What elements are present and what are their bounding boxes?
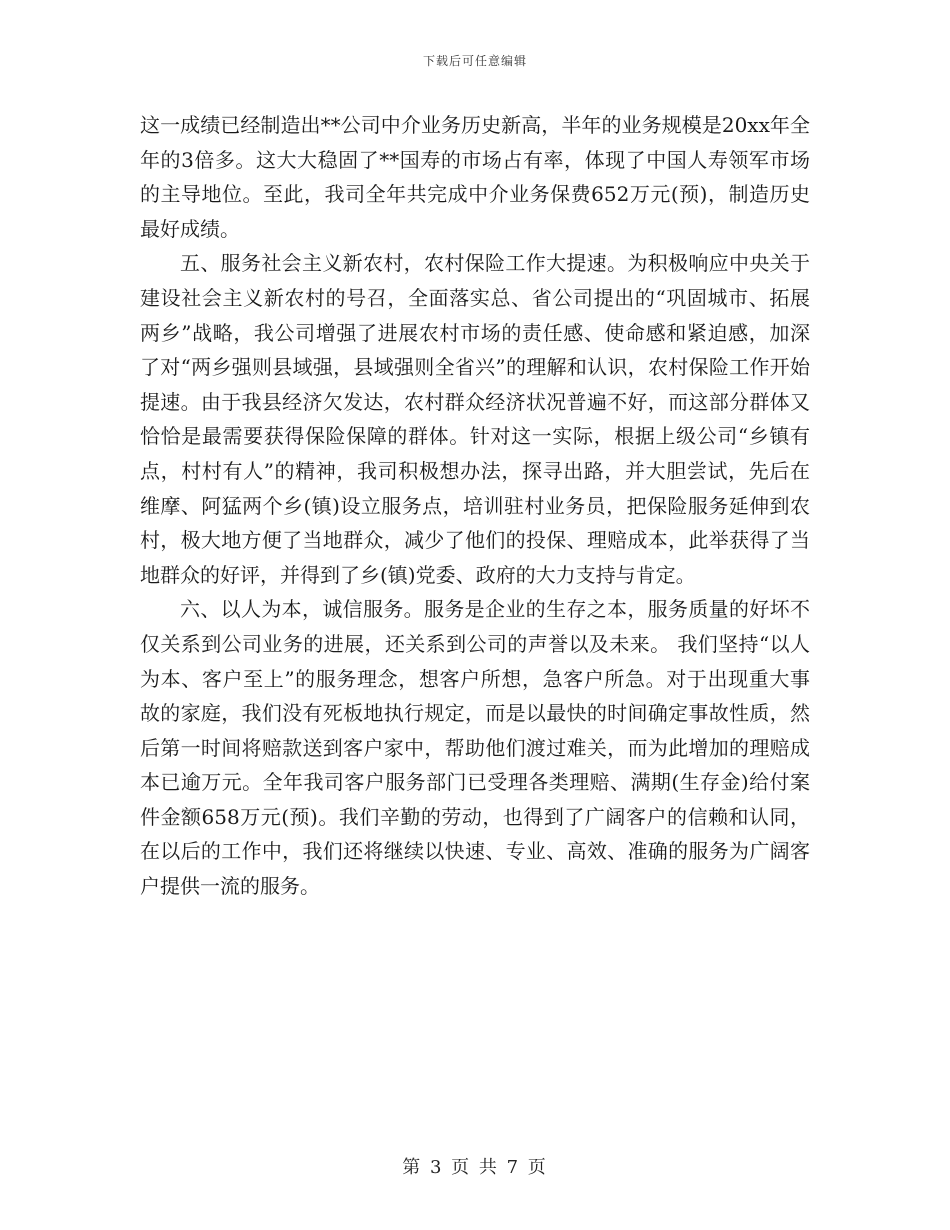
paragraph-section-six: 六、以人为本，诚信服务。服务是企业的生存之本，服务质量的好坏不仅关系到公司业务的进展，还关系到公司的声誉以及未来。 我们坚持“以人为本、客户至上”的服务理念，想客户所想，急客户所急。对于出现重大事故的家庭，我们没有死板地执行规定，而是以最快的时间确定事故性质，然后第一时间将赔款送到客户家中，帮助他们渡过难关，而为此增加的理赔成本已逾万元。全年我司客户服务部门已受理各类理赔、满期(生存金)给付案件金额658万元(预)。我们辛勤的劳动，也得到了广阔客户的信赖和认同，在以后的工作中，我们还将继续以快速、专业、高效、准确的服务为广阔客户提供一流的服务。 bbox=[140, 597, 810, 899]
page-number: 第 3 页 共 7 页 bbox=[402, 1157, 548, 1178]
paragraph-continuation: 这一成绩已经制造出**公司中介业务历史新高，半年的业务规模是20xx年全年的3倍多。这大大稳固了**国寿的市场占有率，体现了中国人寿领军市场的主导地位。至此，我司全年共完成中介业务保费652万元(预)，制造历史最好成绩。 bbox=[140, 113, 810, 241]
paragraph-section-five: 五、服务社会主义新农村，农村保险工作大提速。为积极响应中央关于建设社会主义新农村的号召，全面落实总、省公司提出的“巩固城市、拓展两乡”战略，我公司增强了进展农村市场的责任感、使命感和紧迫感，加深了对“两乡强则县域强，县域强则全省兴”的理解和认识，农村保险工作开始提速。由于我县经济欠发达，农村群众经济状况普遍不好，而这部分群体又恰恰是最需要获得保险保障的群体。针对这一实际，根据上级公司“乡镇有点，村村有人”的精神，我司积极想办法，探寻出路，并大胆尝试，先后在维摩、阿猛两个乡(镇)设立服务点，培训驻村业务员，把保险服务延伸到农村，极大地方便了当地群众，减少了他们的投保、理赔成本，此举获得了当地群众的好评，并得到了乡(镇)党委、政府的大力支持与肯定。 bbox=[140, 251, 810, 587]
document-body bbox=[140, 108, 810, 904]
page-header: 下载后可任意编辑 bbox=[422, 54, 527, 68]
